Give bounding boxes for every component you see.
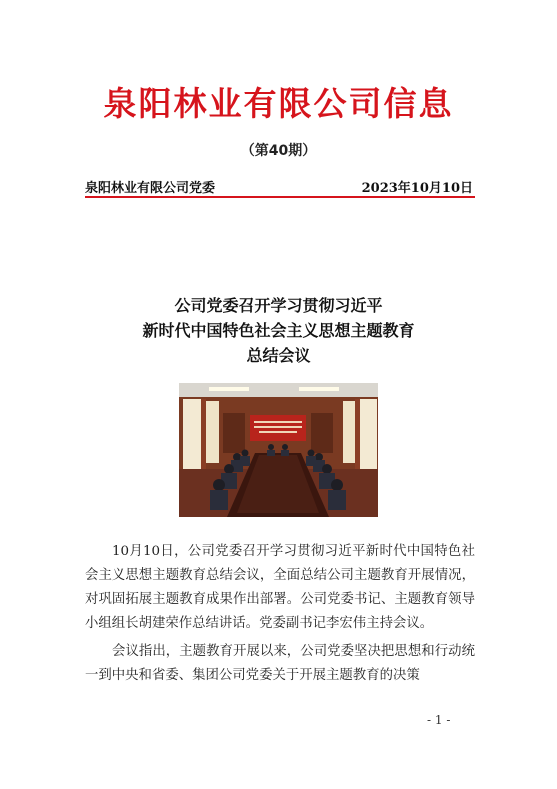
issue-number: （第40期） [240, 143, 317, 159]
article-title-line: 新时代中国特色社会主义思想主题教育 [142, 321, 415, 340]
article-paragraph: 会议指出，主题教育开展以来，公司党委坚决把思想和行动统一到中央和省委、集团公司党委关于开展主题教育的决策 [85, 644, 475, 683]
masthead-title: 泉阳林业有限公司信息 [103, 84, 454, 123]
publication-date: 2023年10月10日 [361, 181, 473, 196]
article-paragraph: 10月10日，公司党委召开学习贯彻习近平新时代中国特色社会主义思想主题教育总结会议，全面总结公司主题教育开展情况，对巩固拓展主题教育成果作出部署。公司党委书记、主题教育领导小组组长胡建荣作总结讲话。党委副书记李宏伟主持会议。 [85, 544, 475, 631]
meeting-photo-image [179, 383, 378, 517]
header-divider [85, 196, 475, 198]
publisher-name: 泉阳林业有限公司党委 [85, 181, 216, 196]
article-body [85, 540, 475, 688]
article-title-line: 公司党委召开学习贯彻习近平 [174, 296, 383, 315]
publication-meta [85, 177, 473, 196]
article-title-line: 总结会议 [246, 346, 311, 365]
page-number: - 1 - [427, 713, 451, 727]
meeting-photo [179, 383, 378, 517]
article-title [0, 293, 557, 368]
